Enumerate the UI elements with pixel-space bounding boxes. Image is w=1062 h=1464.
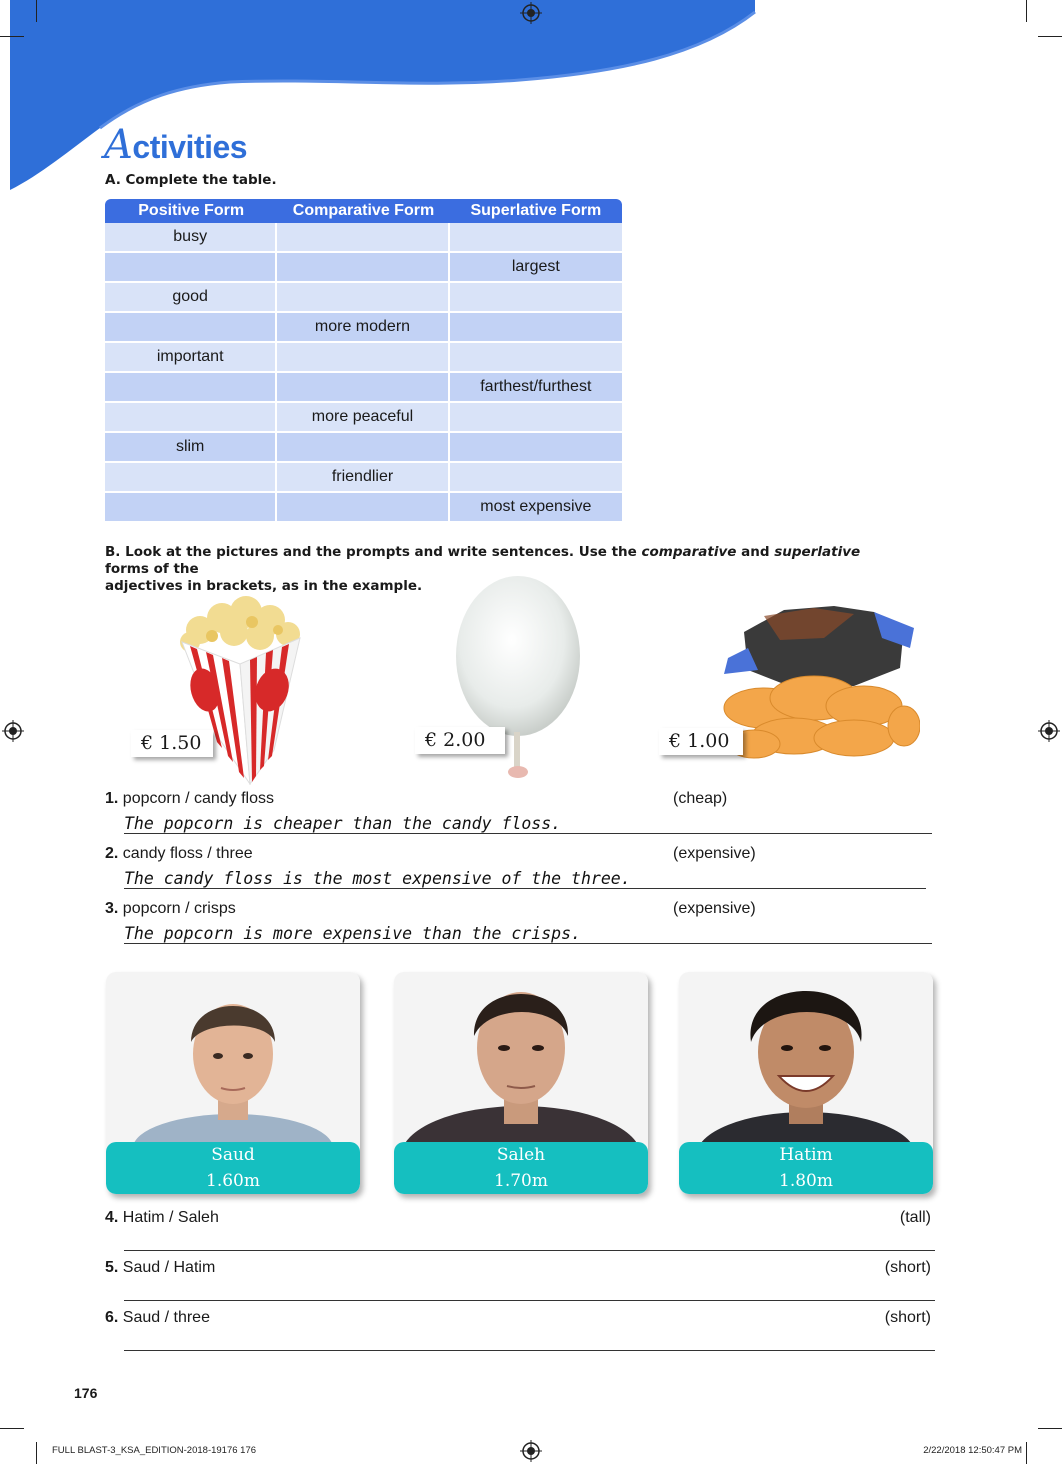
person-card-saleh [394,972,648,1194]
footer-right: 2/22/2018 12:50:47 PM [923,1445,1022,1456]
table-cell[interactable] [450,313,622,343]
header-wave-banner [0,0,1062,200]
crop-mark [36,1442,37,1464]
table-cell[interactable]: more peaceful [277,403,449,433]
instruction-superlative: superlative [774,544,861,560]
table-cell[interactable] [105,373,277,403]
registration-mark-icon [520,2,542,24]
table-cell[interactable]: friendlier [277,463,449,493]
table-cell[interactable] [277,493,449,523]
exercise-number: 6. [105,1309,119,1326]
crop-mark [1026,1442,1027,1464]
registration-mark-icon [520,1440,542,1462]
answer-line[interactable] [124,1300,935,1301]
person-name: Hatim [779,1145,833,1165]
name-box-hatim [679,1142,933,1194]
instruction-comparative: comparative [641,544,737,560]
table-row [105,433,622,463]
crop-mark [1026,0,1027,22]
title-rest: ctivities [132,129,248,165]
table-cell[interactable] [277,223,449,253]
table-cell[interactable] [105,253,277,283]
exercise-5-prompt [105,1259,215,1277]
exercise-6-prompt [105,1309,210,1327]
exercise-number: 2. [105,845,119,862]
table-row [105,253,622,283]
exercise-prompt-text: popcorn / crisps [122,900,236,917]
exercise-number: 5. [105,1259,119,1276]
table-cell[interactable]: farthest/furthest [450,373,622,403]
saud-photo [106,972,360,1152]
crop-mark [0,36,24,37]
table-cell[interactable]: important [105,343,277,373]
header-positive: Positive Form [105,199,277,223]
exercise-2-prompt [105,845,253,863]
crop-mark [1038,1428,1062,1429]
exercise-prompt-text: Hatim / Saleh [122,1209,219,1226]
answer-line [124,888,926,889]
answer-line[interactable] [124,1350,935,1351]
instruction-line2: adjectives in brackets, as in the example. [105,578,423,594]
registration-mark-icon [2,720,24,742]
exercise-prompt-text: candy floss / three [122,845,253,862]
table-cell[interactable] [277,433,449,463]
exercise-1-answer[interactable]: The popcorn is cheaper than the candy floss. [124,814,562,833]
exercise-4-adjective: (tall) [899,1209,931,1226]
exercise-prompt-text: Saud / Hatim [122,1259,216,1276]
header-comparative: Comparative Form [277,199,449,223]
table-cell[interactable]: more modern [277,313,449,343]
exercise-number: 4. [105,1209,119,1226]
exercise-5-adjective: (short) [884,1259,931,1276]
table-cell[interactable] [277,373,449,403]
name-box-saleh [394,1142,648,1194]
table-row [105,343,622,373]
exercise-2-adjective: (expensive) [673,845,756,862]
table-cell[interactable]: good [105,283,277,313]
exercise-2-answer[interactable]: The candy floss is the most expensive of the three. [124,869,631,888]
answer-line [124,833,932,834]
instruction-and: and [736,544,775,560]
exercise-number: 1. [105,790,119,807]
instruction-text: forms of the [105,561,199,577]
saleh-photo [394,972,648,1152]
exercise-3-answer[interactable]: The popcorn is more expensive than the crisps. [124,924,581,943]
exercise-number: 3. [105,900,119,917]
table-cell[interactable]: largest [450,253,622,283]
price-tag-popcorn: € 1.50 [131,730,213,757]
table-row [105,313,622,343]
person-height: 1.80m [779,1171,833,1191]
table-cell[interactable]: busy [105,223,277,253]
person-card-hatim [679,972,933,1194]
table-cell[interactable] [450,343,622,373]
crop-mark [0,1428,24,1429]
person-height: 1.60m [206,1171,260,1191]
forms-table [105,199,622,523]
table-cell[interactable] [105,403,277,433]
table-cell[interactable] [277,283,449,313]
table-row [105,403,622,433]
table-row [105,373,622,403]
instruction-text: B. Look at the pictures and the prompts and write sentences. Use the [105,544,642,560]
table-cell[interactable]: slim [105,433,277,463]
person-name: Saleh [496,1145,546,1165]
registration-mark-icon [1038,720,1060,742]
name-box-saud [106,1142,360,1194]
table-cell[interactable] [105,493,277,523]
part-a-instruction: A. Complete the table. [105,172,277,188]
table-cell[interactable] [277,253,449,283]
exercise-1-adjective: (cheap) [673,790,728,807]
price-tag-candy-floss: € 2.00 [415,727,505,754]
exercise-3-prompt [105,900,236,918]
table-row [105,223,622,253]
exercise-1-prompt [105,790,274,808]
table-cell[interactable] [450,223,622,253]
table-cell[interactable] [450,403,622,433]
table-cell[interactable] [277,343,449,373]
section-title [104,122,247,168]
page-number: 176 [74,1385,98,1401]
person-height: 1.70m [494,1171,548,1191]
exercise-6-adjective: (short) [884,1309,931,1326]
table-row [105,283,622,313]
person-card-saud [106,972,360,1194]
table-cell[interactable] [105,463,277,493]
table-cell[interactable] [105,313,277,343]
answer-line[interactable] [124,1250,935,1251]
exercise-3-adjective: (expensive) [673,900,756,917]
title-initial: A [104,122,133,168]
table-cell[interactable] [450,433,622,463]
answer-line [124,943,932,944]
crop-mark [36,0,37,22]
header-superlative: Superlative Form [450,199,622,223]
table-cell[interactable] [450,283,622,313]
table-cell[interactable]: most expensive [450,493,622,523]
exercise-prompt-text: Saud / three [122,1309,210,1326]
exercise-4-prompt [105,1209,219,1227]
person-name: Saud [211,1145,255,1165]
footer-left: FULL BLAST-3_KSA_EDITION-2018-19176 176 [52,1445,257,1456]
hatim-photo [679,972,933,1152]
table-cell[interactable] [450,463,622,493]
table-row [105,463,622,493]
crop-mark [1038,36,1062,37]
price-tag-crisps: € 1.00 [659,728,743,755]
exercise-prompt-text: popcorn / candy floss [122,790,274,807]
table-row [105,493,622,523]
